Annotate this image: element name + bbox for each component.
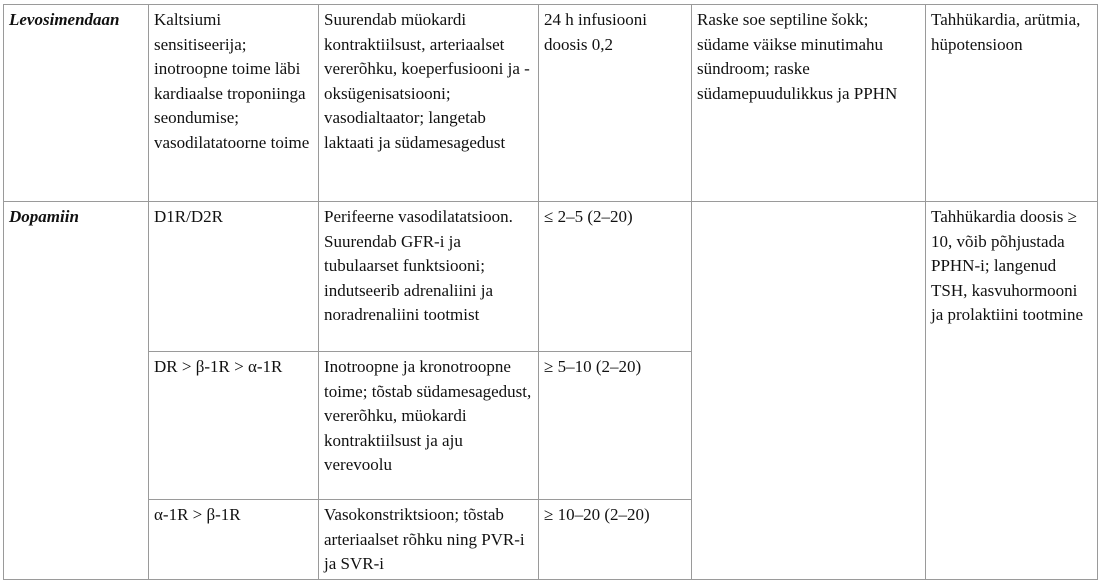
dose-text: ≥ 10–20 (2–20) [544, 505, 650, 524]
receptor-cell [149, 202, 319, 352]
drug-table [3, 4, 1098, 580]
effect-text: Suurendab müokardi kontraktiilsust, arteriaalset vererõhku, koeperfusiooni ja -oksügenisatsiooni; vasodialtaator; langetab laktaati ja südamesagedust [324, 10, 530, 152]
drug-name-cell [4, 202, 149, 580]
drug-name: Dopamiin [9, 207, 79, 226]
dose-text: 24 h infusiooni doosis 0,2 [544, 10, 647, 54]
effect-text: Vasokonstriktsioon; tõstab arteriaalset rõhku ning PVR-i ja SVR-i [324, 505, 525, 573]
dose-text: ≤ 2–5 (2–20) [544, 207, 633, 226]
side-effects-text: Tahhükardia doosis ≥ 10, võib põhjustada PPHN-i; langenud TSH, kasvuhormooni ja prolaktiini tootmine [931, 207, 1084, 324]
drug-name-cell [4, 5, 149, 202]
effect-text: Inotroopne ja kronotroopne toime; tõstab südamesagedust, vererõhku, müokardi kontraktiilsust ja aju verevoolu [324, 357, 532, 474]
table-row-levosimendaan [4, 5, 1098, 202]
side-effects-cell [926, 202, 1098, 580]
receptor-text: Kaltsiumi sensitiseerija; inotroopne toime läbi kardiaalse troponiinga seondumise; vasodilatatoorne toime [154, 10, 310, 152]
dose-text: ≥ 5–10 (2–20) [544, 357, 642, 376]
effect-text: Perifeerne vasodilatatsioon. Suurendab GFR-i ja tubulaarset funktsiooni; indutseerib adrenaliini ja noradrenaliini tootmist [324, 207, 513, 324]
drug-name: Levosimendaan [9, 10, 120, 29]
indication-cell [692, 202, 926, 580]
effect-cell [319, 352, 539, 500]
side-effects-text: Tahhükardia, arütmia, hüpotensioon [931, 10, 1081, 54]
dose-cell [539, 500, 692, 580]
receptor-text: DR > β-1R > α-1R [154, 357, 283, 376]
table-row-dopamiin-1 [4, 202, 1098, 352]
indication-cell [692, 5, 926, 202]
receptor-text: α-1R > β-1R [154, 505, 241, 524]
receptor-text: D1R/D2R [154, 207, 223, 226]
side-effects-cell [926, 5, 1098, 202]
dose-cell [539, 202, 692, 352]
receptor-cell [149, 5, 319, 202]
receptor-cell [149, 352, 319, 500]
effect-cell [319, 5, 539, 202]
effect-cell [319, 500, 539, 580]
dose-cell [539, 5, 692, 202]
dose-cell [539, 352, 692, 500]
receptor-cell [149, 500, 319, 580]
indication-text: Raske soe septiline šokk; südame väikse minutimahu sündroom; raske südamepuudulikkus ja PPHN [697, 10, 898, 103]
effect-cell [319, 202, 539, 352]
